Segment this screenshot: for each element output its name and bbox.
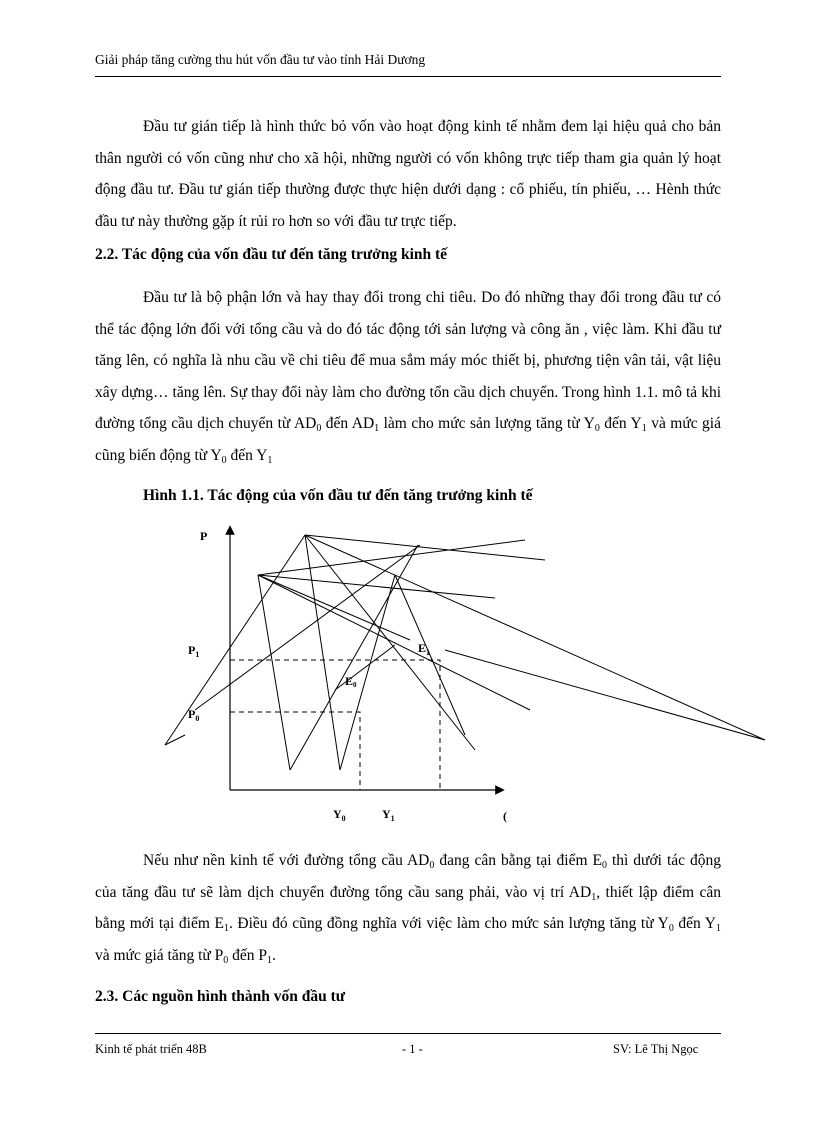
paragraph-equilibrium: Nếu như nền kinh tế với đường tổng cầu $AD_0$ đang cân bằng tại điểm $E_0$ thì dưới tác động của tăng đầu tư sẽ làm dịch chuyển đường tổng cầu sang phải, vào vị trí $AD_1$, thiết lập điểm cân bằng mới tại điểm $E_1$. Điều đó cũng đồng nghĩa với việc làm cho mức sản lượng tăng từ $Y_0$ đến $Y_1$ và mức giá tăng từ $P_0$ đến $P_1$. — [95, 852, 721, 966]
heading-2-2: 2.2. Tác động của vốn đầu tư đến tăng trưởng kinh tế — [95, 246, 448, 263]
paragraph-investment-effect: Đầu tư là bộ phận lớn và hay thay đổi trong chi tiêu. Do đó những thay đổi trong đầu tư có thể tác động lớn đối với tổng cầu và do đó tác động tới sản lượng và công ăn , việc làm. Khi đầu tư tăng lên, có nghĩa là nhu cầu về chi tiêu để mua sắm máy móc thiết bị, phương tiện vân tải, vật liệu xây dựng… tăng lên. Sự thay đổi này làm cho đường tổn cầu dịch chuyển. Trong hình 1.1. mô tả khi đường tổng cầu dịch chuyển từ $AD_0$ đến $AD_1$ làm cho mức sản lượng tăng từ $Y_0$ đến $Y_1$ và mức giá cũng biến động từ $Y_0$ đến $Y_1$ — [95, 289, 721, 466]
label-e0: E0 — [345, 674, 357, 689]
label-e1: $E_1$ — [418, 641, 431, 657]
label-y0: $Y_0$ — [333, 807, 346, 823]
paragraph-indirect-investment: Đầu tư gián tiếp là hình thức bỏ vốn vào hoạt động kinh tế nhằm đem lại hiệu quả cho bản thân người có vốn cũng như cho xã hội, những người có vốn không trực tiếp tham gia quản lý hoạt động đầu tư. Đầu tư gián tiếp thường được thực hiện dưới dạng : cổ phiếu, tín phiếu, … Hènh thức đầu tư này thường gặp ít rủi ro hơn so với đầu tư trực tiếp. — [95, 118, 721, 230]
figure-caption: Hình 1.1. Tác động của vốn đầu tư đến tăng trưởng kinh tế — [143, 487, 533, 504]
label-y1: $Y_1$ — [382, 807, 395, 823]
footer-course: Kinh tế phát triển 48B — [95, 1042, 207, 1056]
axis-x-label: ( — [503, 809, 507, 823]
dashed-p1-y1 — [230, 660, 440, 790]
aggregate-demand-diagram — [150, 518, 770, 833]
running-header: Giải pháp tăng cường thu hút vốn đầu tư vào tỉnh Hải Dương — [95, 52, 426, 67]
page-number: - 1 - — [402, 1042, 423, 1056]
footer-divider — [95, 1033, 721, 1034]
diagram-curves — [165, 535, 765, 770]
label-p1: $P_1$ — [188, 643, 200, 659]
heading-2-3: 2.3. Các nguồn hình thành vốn đầu tư — [95, 988, 346, 1005]
axis-y-label: P — [200, 529, 208, 543]
dashed-p0-y0 — [230, 712, 360, 790]
label-p0: $P_0$ — [188, 707, 200, 723]
footer-student: SV: Lê Thị Ngọc — [613, 1042, 699, 1056]
header-divider — [95, 76, 721, 77]
